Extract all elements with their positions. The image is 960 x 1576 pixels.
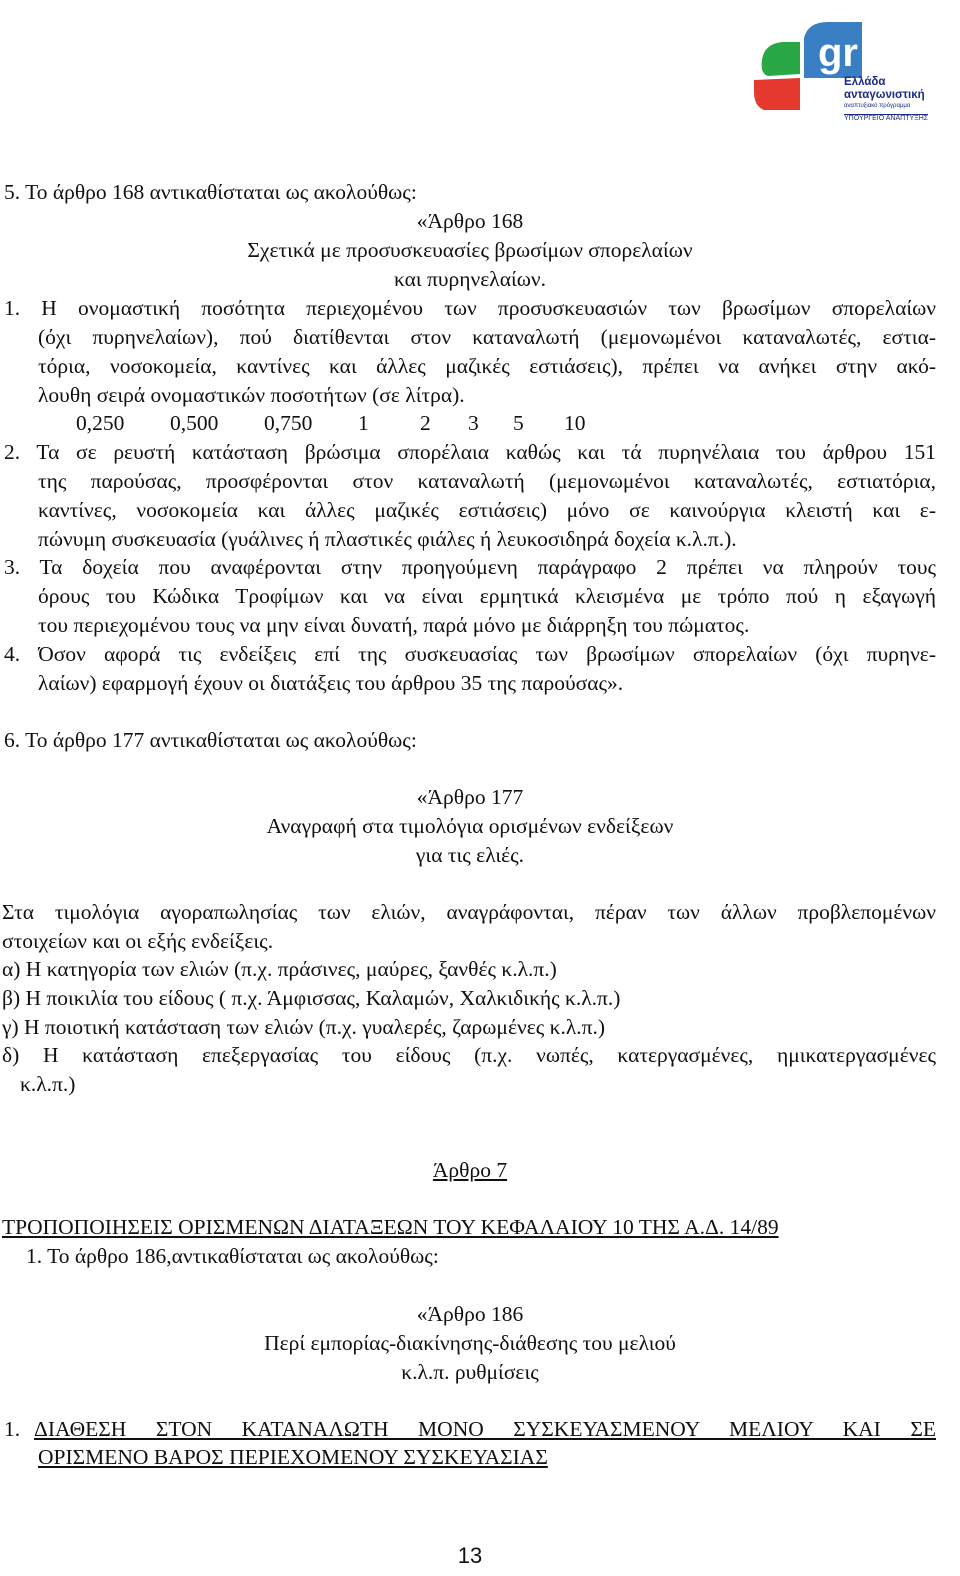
s6-body-line-1: Στα τιμολόγια αγοραπωλησίας των ελιών, αναγράφονται, πέραν των άλλων προβλεπομένων xyxy=(2,900,936,924)
quantity-value: 0,500 xyxy=(170,411,219,435)
s6-item-b: β) Η ποικιλία του είδους ( π.χ. Άμφισσας, Καλαμών, Χαλκιδικής κ.λ.π.) xyxy=(2,986,621,1010)
logo-text-1: Ελλάδα xyxy=(844,76,886,88)
quantity-value: 0,750 xyxy=(264,411,313,435)
art186-heading-1: «Άρθρο 186 xyxy=(416,1302,524,1326)
art186-heading-2: Περί εμπορίας-διακίνησης-διάθεσης του μελιού xyxy=(264,1331,676,1355)
s5-p3-line-2: όρους του Κώδικα Τροφίμων και να είναι ερμητικά κλεισμένα με τρόπο πού η εξαγωγή xyxy=(38,584,936,608)
art186-heading-3: κ.λ.π. ρυθμίσεις xyxy=(401,1360,539,1384)
s5-heading-3: και πυρηνελαίων. xyxy=(393,267,546,291)
s5-p4-line-1: 4. Όσον αφορά τις ενδείξεις επί της συσκευασίας των βρωσίμων σπορελαίων (όχι πυρηνε- xyxy=(4,642,936,666)
quantity-value: 1 xyxy=(358,411,369,435)
quantity-value: 10 xyxy=(564,411,586,435)
s5-p3-line-1: 3. Τα δοχεία που αναφέρονται στην προηγούμενη παράγραφο 2 πρέπει να πληρούν τους xyxy=(4,555,936,579)
s6-heading-3: για τις ελιές. xyxy=(415,843,525,867)
s5-p2-line-2: της παρούσας, προσφέρονται στον καταναλωτή (μεμονωμένοι καταναλωτές, εστιατόρια, xyxy=(38,469,936,493)
s5-p2-line-3: καντίνες, νοσοκομεία και άλλες μαζικές εστιάσεις) μόνο σε καινούργια κλειστή και ε- xyxy=(38,498,936,522)
s6-heading-2: Αναγραφή στα τιμολόγια ορισμένων ενδείξεων xyxy=(266,814,674,838)
article-7-title: Άρθρο 7 xyxy=(432,1158,508,1182)
quantity-value: 3 xyxy=(468,411,479,435)
quantity-value: 2 xyxy=(420,411,431,435)
s5-intro: 5. Το άρθρο 168 αντικαθίσταται ως ακολούθως: xyxy=(4,180,417,204)
logo-text-3: αναπτυξιακό πρόγραμμα xyxy=(844,103,911,109)
s6-intro: 6. Το άρθρο 177 αντικαθίσταται ως ακολούθως: xyxy=(4,728,417,752)
quantity-value: 5 xyxy=(513,411,524,435)
page-number: 13 xyxy=(457,1543,483,1568)
s5-p2-line-1: 2. Τα σε ρευστή κατάσταση βρώσιμα σπορέλαια καθώς και τά πυρηνέλαια του άρθρου 151 xyxy=(4,440,936,464)
svg-text:gr: gr xyxy=(818,31,858,75)
s6-item-c: γ) Η ποιοτική κατάσταση των ελιών (π.χ. γυαλερές, ζαρωμένες κ.λ.π.) xyxy=(2,1015,606,1039)
s5-p1-line-3: τόρια, νοσοκομεία, καντίνες και άλλες μαζικές εστιάσεις), πρέπει να ανήκει στην ακό- xyxy=(38,354,936,378)
quantity-value: 0,250 xyxy=(76,411,125,435)
s5-p4-line-2: λαίων) εφαρμογή έχουν οι διατάξεις του άρθρου 35 της παρούσας». xyxy=(38,671,624,695)
logo-text-4: ΥΠΟΥΡΓΕΙΟ ΑΝΑΠΤΥΞΗΣ xyxy=(844,115,929,122)
s5-p2-line-4: πώνυμη συσκευασία (γυάλινες ή πλαστικές φιάλες ή λευκοσιδηρά δοχεία κ.λ.π.). xyxy=(38,527,737,551)
logo-text-2: ανταγωνιστική xyxy=(844,89,925,101)
s5-p1-line-2: (όχι πυρηνελαίων), πού διατίθενται στον καταναλωτή (μεμονωμένοι καταναλωτές, εστια- xyxy=(38,325,936,349)
s5-p3-line-3: του περιεχομένου τους να μην είναι δυνατή, παρά μόνο με διάρρηξη του πώματος. xyxy=(38,613,750,637)
s5-p1-line-1: 1. Η ονομαστική ποσότητα περιεχομένου των προσυσκευασιών των βρωσίμων σπορελαίων xyxy=(4,296,936,320)
s6-item-d: δ) Η κατάσταση επεξεργασίας του είδους (π.χ. νωπές, κατεργασμένες, ημικατεργασμένες xyxy=(2,1043,936,1067)
article-7-heading: ΤΡΟΠΟΠΟΙΗΣΕΙΣ ΟΡΙΣΜΕΝΩΝ ΔΙΑΤΑΞΕΩΝ ΤΟΥ ΚΕΦΑΛΑΙΟΥ 10 ΤΗΣ Α.Δ. 14/89 xyxy=(2,1215,779,1239)
art186-p1-line-2: ΟΡΙΣΜΕΝΟ ΒΑΡΟΣ ΠΕΡΙΕΧΟΜΕΝΟΥ ΣΥΣΚΕΥΑΣΙΑΣ xyxy=(38,1445,548,1469)
s5-p1-line-4: λουθη σειρά ονομαστικών ποσοτήτων (σε λίτρα). xyxy=(38,383,465,407)
s6-item-a: α) Η κατηγορία των ελιών (π.χ. πράσινες, μαύρες, ξανθές κ.λ.π.) xyxy=(2,957,557,981)
s5-heading-2: Σχετικά με προσυσκευασίες βρωσίμων σπορελαίων xyxy=(247,238,693,262)
art186-p1-number: 1. xyxy=(4,1417,21,1441)
s6-item-d-cont: κ.λ.π.) xyxy=(20,1072,76,1096)
s6-body-line-2: στοιχείων και οι εξής ενδείξεις. xyxy=(2,929,274,953)
s5-heading-1: «Άρθρο 168 xyxy=(416,209,524,233)
logo xyxy=(752,18,947,126)
art186-p1-line-1: ΔΙΑΘΕΣΗ ΣΤΟΝ ΚΑΤΑΝΑΛΩΤΗ ΜΟΝΟ ΣΥΣΚΕΥΑΣΜΕΝΟΥ ΜΕΛΙΟΥ ΚΑΙ ΣΕ xyxy=(34,1417,936,1441)
article-7-intro: 1. Το άρθρο 186,αντικαθίσταται ως ακολούθως: xyxy=(26,1244,439,1268)
s6-heading-1: «Άρθρο 177 xyxy=(416,785,524,809)
